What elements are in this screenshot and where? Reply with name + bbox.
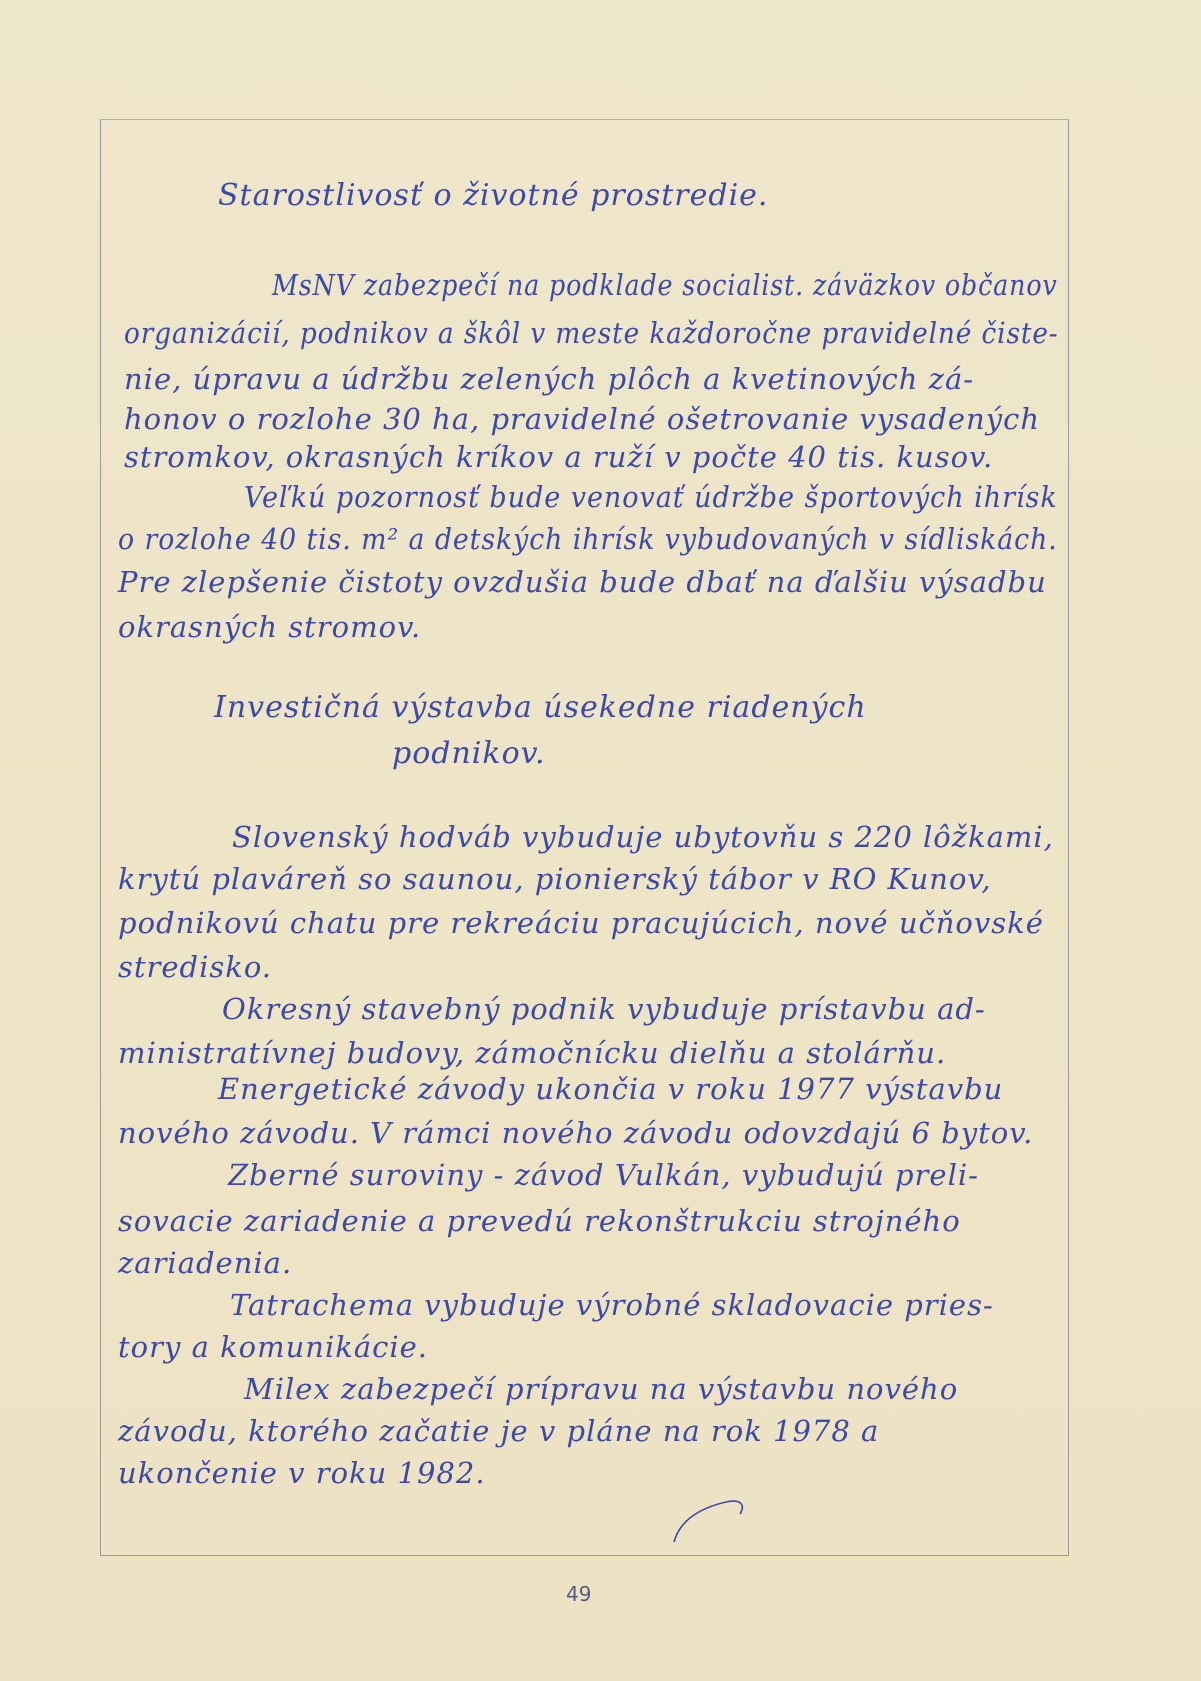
text-line: organizácií, podnikov a škôl v meste každoročne pravidelné čiste- xyxy=(124,316,1059,350)
text-line: závodu, ktorého začatie je v pláne na rok 1978 a xyxy=(118,1414,880,1448)
text-line: krytú plaváreň so saunou, pionierský tábor v RO Kunov, xyxy=(118,862,992,896)
text-line: Veľkú pozornosť bude venovať údržbe športových ihrísk xyxy=(244,480,1058,514)
text-line: honov o rozlohe 30 ha, pravidelné ošetrovanie vysadených xyxy=(124,402,1041,436)
text-line: Milex zabezpečí prípravu na výstavbu nového xyxy=(244,1372,959,1406)
text-line: Slovenský hodváb vybuduje ubytovňu s 220 lôžkami, xyxy=(232,820,1054,854)
page-number: 49 xyxy=(566,1582,592,1606)
text-line: Tatrachema vybuduje výrobné skladovacie pries- xyxy=(230,1288,994,1322)
section-title-investment: Investičná výstavba úsekedne riadených xyxy=(214,690,867,725)
text-line: ukončenie v roku 1982. xyxy=(118,1456,486,1490)
text-line: Okresný stavebný podnik vybuduje prístavbu ad- xyxy=(222,992,986,1026)
text-line: sovacie zariadenie a prevedú rekonštrukciu strojného xyxy=(118,1204,961,1238)
text-line: o rozlohe 40 tis. m² a detských ihrísk vybudovaných v sídliskách. xyxy=(118,522,1058,556)
text-line: ministratívnej budovy, zámočnícku dielňu a stolárňu. xyxy=(118,1036,947,1070)
text-line: Zberné suroviny - závod Vulkán, vybudujú preli- xyxy=(228,1158,979,1192)
text-line: Energetické závody ukončia v roku 1977 výstavbu xyxy=(218,1072,1004,1106)
text-line: tory a komunikácie. xyxy=(118,1330,429,1364)
text-line: stromkov, okrasných kríkov a ruží v počte 40 tis. kusov. xyxy=(124,440,994,474)
text-line: stredisko. xyxy=(118,950,273,984)
text-line: zariadenia. xyxy=(118,1246,293,1280)
text-line: MsNV zabezpečí na podklade socialist. záväzkov občanov xyxy=(272,268,1058,302)
section-title-environment: Starostlivosť o životné prostredie. xyxy=(218,178,769,213)
text-line: podnikovú chatu pre rekreáciu pracujúcich, nové učňovské xyxy=(118,906,1044,940)
text-line: okrasných stromov. xyxy=(118,610,422,644)
text-line: nie, úpravu a údržbu zelených plôch a kvetinových zá- xyxy=(124,362,975,396)
section-title-investment-cont: podnikov. xyxy=(392,736,546,771)
closing-flourish-mark xyxy=(660,1480,780,1560)
text-line: Pre zlepšenie čistoty ovzdušia bude dbať na ďalšiu výsadbu xyxy=(118,565,1047,599)
text-line: nového závodu. V rámci nového závodu odovzdajú 6 bytov. xyxy=(118,1116,1034,1150)
